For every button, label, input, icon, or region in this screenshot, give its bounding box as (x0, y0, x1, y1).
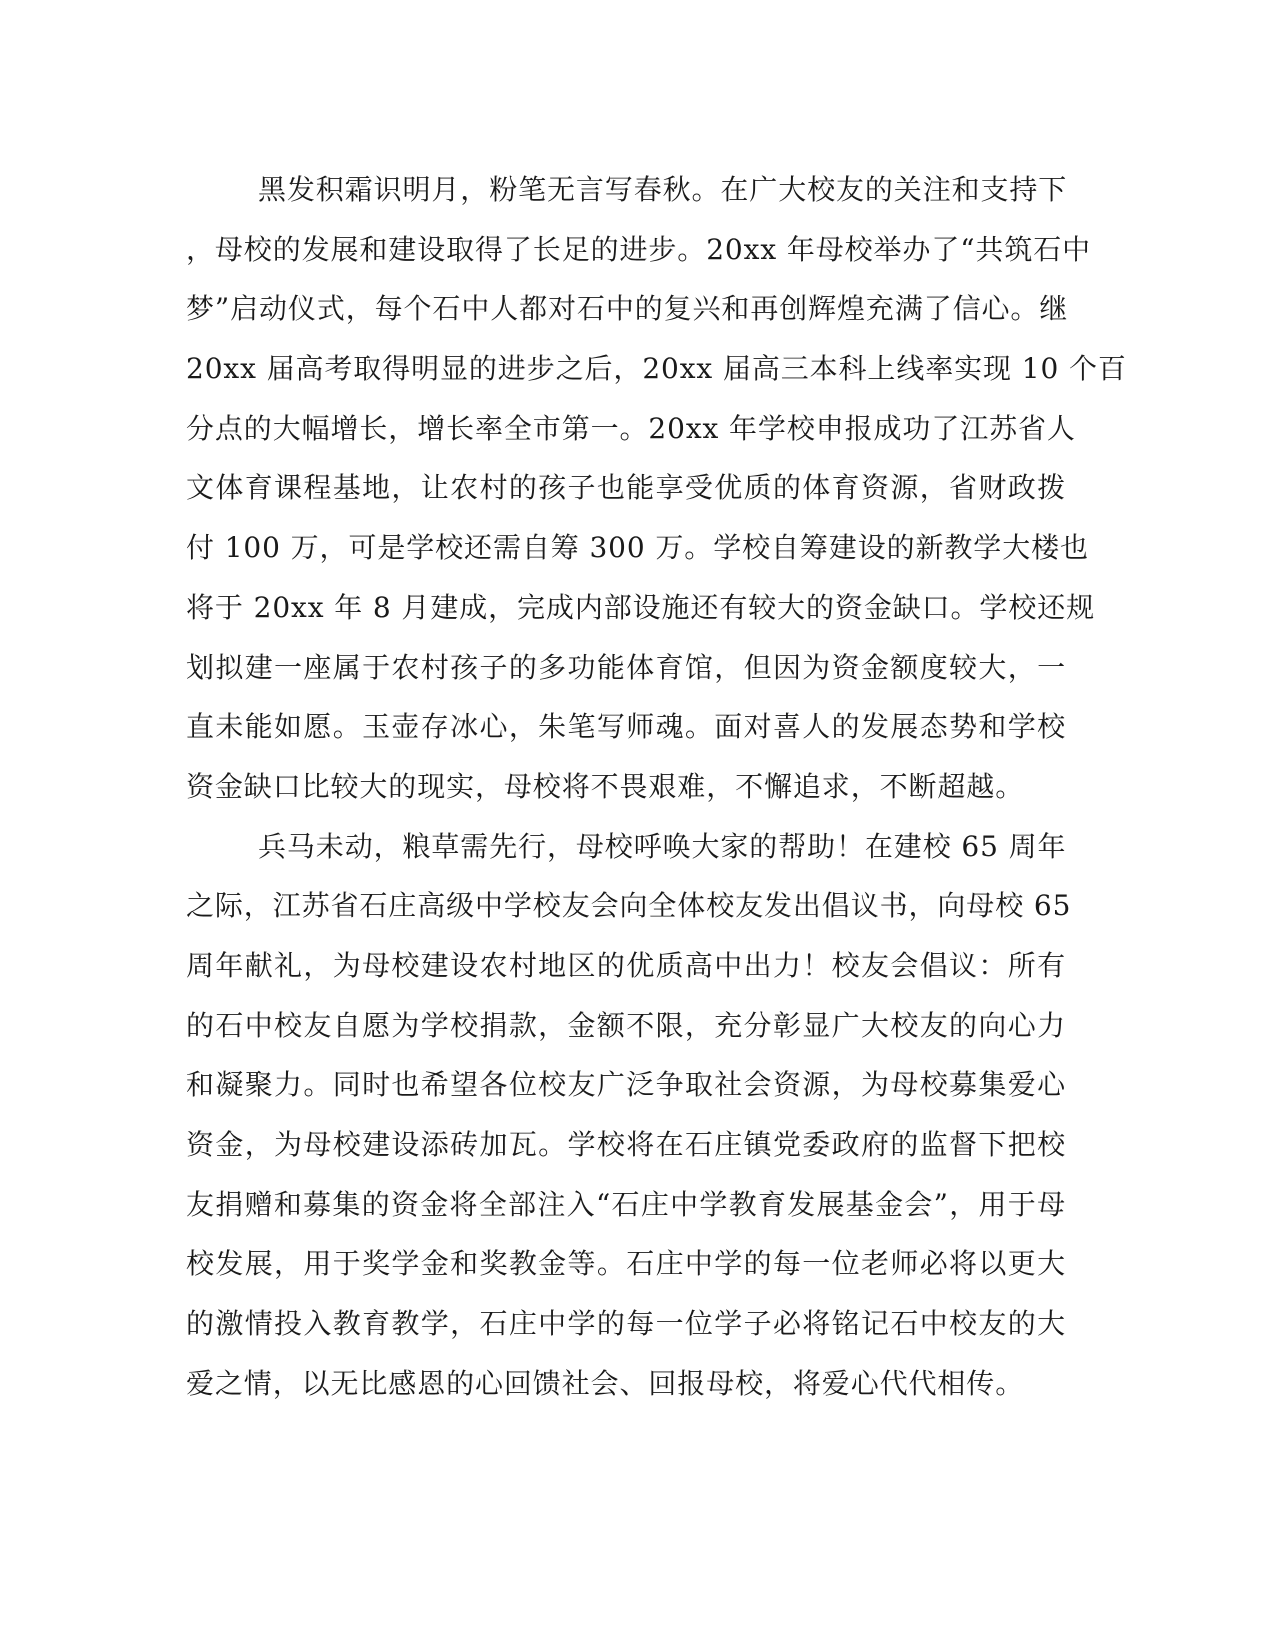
paragraph-line: 20xx 届高考取得明显的进步之后，20xx 届高三本科上线率实现 10 个百 (186, 352, 1127, 386)
paragraph-1 (186, 160, 1127, 817)
paragraph-line: 的激情投入教育教学，石庄中学的每一位学子必将铭记石中校友的大 (186, 1307, 1066, 1341)
paragraph-line: 文体育课程基地，让农村的孩子也能享受优质的体育资源，省财政拨 (186, 471, 1066, 505)
paragraph-line: 校发展，用于奖学金和奖教金等。石庄中学的每一位老师必将以更大 (186, 1247, 1066, 1281)
paragraph-line: 梦”启动仪式，每个石中人都对石中的复兴和再创辉煌充满了信心。继 (186, 292, 1069, 326)
paragraph-line: 和凝聚力。同时也希望各位校友广泛争取社会资源，为母校募集爱心 (186, 1068, 1066, 1102)
paragraph-line: 分点的大幅增长，增长率全市第一。20xx 年学校申报成功了江苏省人 (186, 411, 1076, 445)
paragraph-line: 周年献礼，为母校建设农村地区的优质高中出力！校友会倡议：所有 (186, 948, 1066, 982)
paragraph-line: 的石中校友自愿为学校捐款，金额不限，充分彰显广大校友的向心力 (186, 1008, 1066, 1042)
paragraph-2 (186, 817, 1072, 1414)
paragraph-line: 黑发积霜识明月，粉笔无言写春秋。在广大校友的关注和支持下 (258, 173, 1068, 206)
paragraph-line: 友捐赠和募集的资金将全部注入“石庄中学教育发展基金会”，用于母 (186, 1187, 1066, 1221)
paragraph-line: 之际，江苏省石庄高级中学校友会向全体校友发出倡议书，向母校 65 (186, 889, 1072, 923)
paragraph-line: ，母校的发展和建设取得了长足的进步。20xx 年母校举办了“共筑石中 (186, 232, 1092, 266)
paragraph-line: 资金，为母校建设添砖加瓦。学校将在石庄镇党委政府的监督下把校 (186, 1128, 1066, 1161)
document-body (186, 160, 1127, 1413)
paragraph-line: 将于 20xx 年 8 月建成，完成内部设施还有较大的资金缺口。学校还规 (186, 590, 1096, 624)
paragraph-line: 直未能如愿。玉壶存冰心，朱笔写师魂。面对喜人的发展态势和学校 (186, 710, 1066, 744)
paragraph-line: 划拟建一座属于农村孩子的多功能体育馆，但因为资金额度较大，一 (186, 650, 1066, 684)
paragraph-line: 兵马未动，粮草需先行，母校呼唤大家的帮助！在建校 65 周年 (258, 829, 1067, 863)
paragraph-line: 爱之情，以无比感恩的心回馈社会、回报母校，将爱心代代相传。 (186, 1366, 1025, 1400)
paragraph-line: 付 100 万，可是学校还需自筹 300 万。学校自筹建设的新教学大楼也 (186, 531, 1089, 565)
paragraph-line: 资金缺口比较大的现实，母校将不畏艰难，不懈追求，不断超越。 (186, 769, 1025, 803)
